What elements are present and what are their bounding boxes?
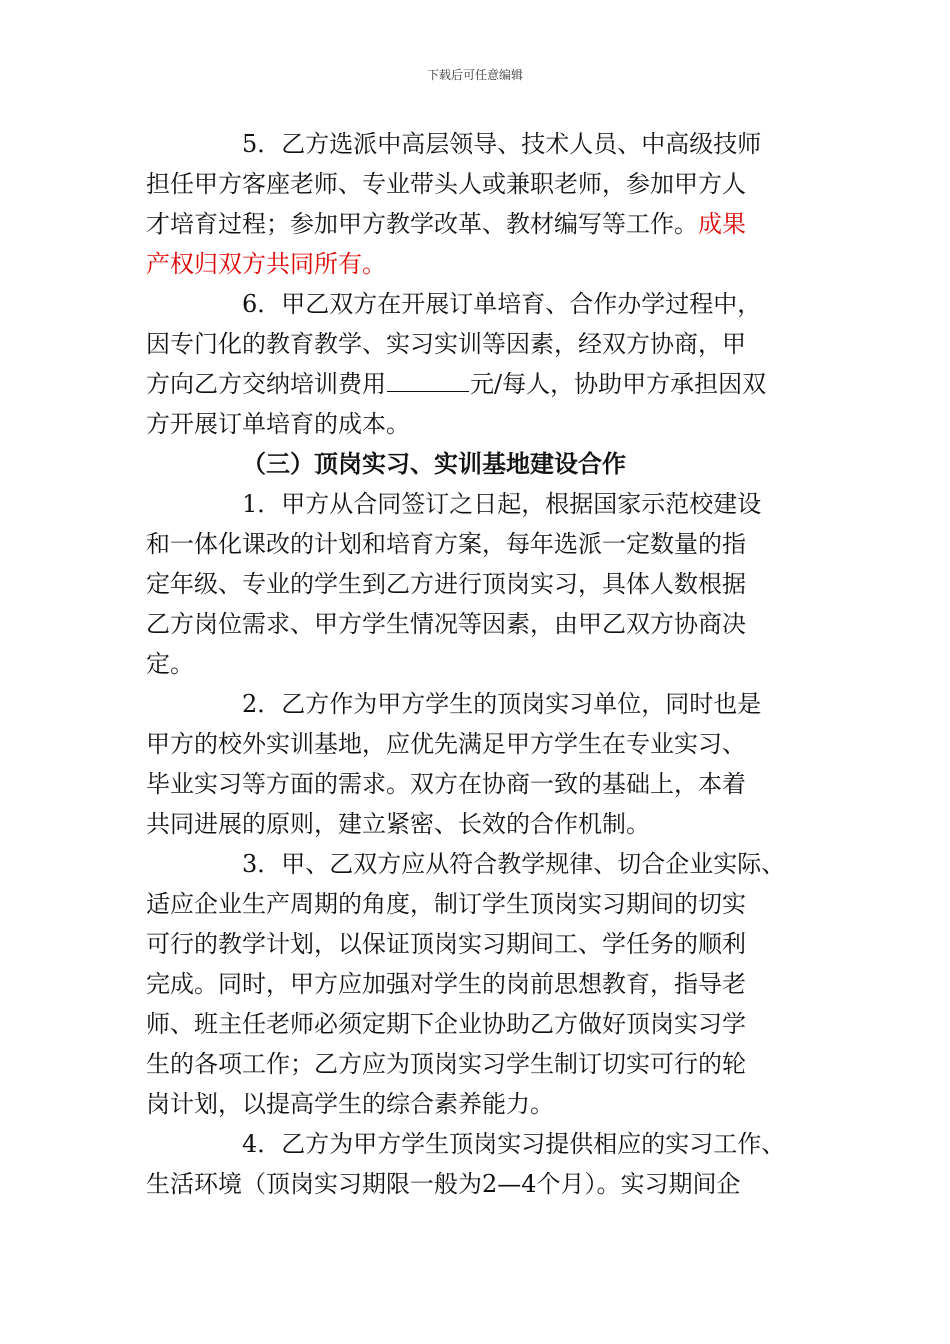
page-header: 下载后可任意编辑 — [426, 68, 523, 82]
text-segment: 才培育过程；参加甲方教学改革、教材编写等工作。 — [146, 210, 698, 238]
paragraph-6 — [146, 284, 806, 444]
text-line: 方开展订单培育的成本。 — [146, 410, 410, 438]
text-line: 6．甲乙双方在开展订单培育、合作办学过程中， — [242, 290, 762, 318]
text-line: 和一体化课改的计划和培育方案，每年选派一定数量的指 — [146, 530, 746, 558]
text-line: 4．乙方为甲方学生顶岗实习提供相应的实习工作、 — [242, 1130, 786, 1158]
text-line — [146, 204, 806, 244]
text-line: 生的各项工作；乙方应为顶岗实习学生制订切实可行的轮 — [146, 1050, 746, 1078]
highlighted-text: 成果 — [698, 210, 746, 238]
text-segment: 方向乙方交纳培训费用 — [146, 370, 386, 398]
paragraph-2 — [146, 684, 806, 844]
text-line: 毕业实习等方面的需求。双方在协商一致的基础上，本着 — [146, 770, 746, 798]
text-line — [146, 364, 806, 404]
document-body — [146, 124, 806, 1204]
text-line: 甲方的校外实训基地，应优先满足甲方学生在专业实习、 — [146, 730, 746, 758]
section-heading: （三）顶岗实习、实训基地建设合作 — [242, 449, 626, 478]
fill-in-blank — [387, 365, 469, 392]
text-line: 岗计划，以提高学生的综合素养能力。 — [146, 1090, 554, 1118]
paragraph-1 — [146, 484, 806, 684]
text-line: 乙方岗位需求、甲方学生情况等因素，由甲乙双方协商决 — [146, 610, 746, 638]
text-line: 生活环境（顶岗实习期限一般为2—4个月）。实习期间企 — [146, 1170, 741, 1198]
text-line: 3．甲、乙双方应从符合教学规律、切合企业实际、 — [242, 850, 786, 878]
text-line: 可行的教学计划，以保证顶岗实习期间工、学任务的顺利 — [146, 930, 746, 958]
text-line: 1．甲方从合同签订之日起，根据国家示范校建设 — [242, 490, 762, 518]
paragraph-5 — [146, 124, 806, 284]
text-line: 因专门化的教育教学、实习实训等因素，经双方协商，甲 — [146, 330, 746, 358]
paragraph-3 — [146, 844, 806, 1124]
text-line: 共同进展的原则，建立紧密、长效的合作机制。 — [146, 810, 650, 838]
text-line: 师、班主任老师必须定期下企业协助乙方做好顶岗实习学 — [146, 1010, 746, 1038]
text-line: 担任甲方客座老师、专业带头人或兼职老师，参加甲方人 — [146, 170, 746, 198]
text-line: 定年级、专业的学生到乙方进行顶岗实习，具体人数根据 — [146, 570, 746, 598]
text-line: 5．乙方选派中高层领导、技术人员、中高级技师 — [242, 130, 762, 158]
text-line: 2．乙方作为甲方学生的顶岗实习单位，同时也是 — [242, 690, 762, 718]
text-line: 完成。同时，甲方应加强对学生的岗前思想教育，指导老 — [146, 970, 746, 998]
text-line: 定。 — [146, 650, 194, 678]
text-segment: 元/每人，协助甲方承担因双 — [470, 370, 767, 398]
text-line: 适应企业生产周期的角度，制订学生顶岗实习期间的切实 — [146, 890, 746, 918]
paragraph-4 — [146, 1124, 806, 1204]
highlighted-text-line: 产权归双方共同所有。 — [146, 250, 386, 278]
